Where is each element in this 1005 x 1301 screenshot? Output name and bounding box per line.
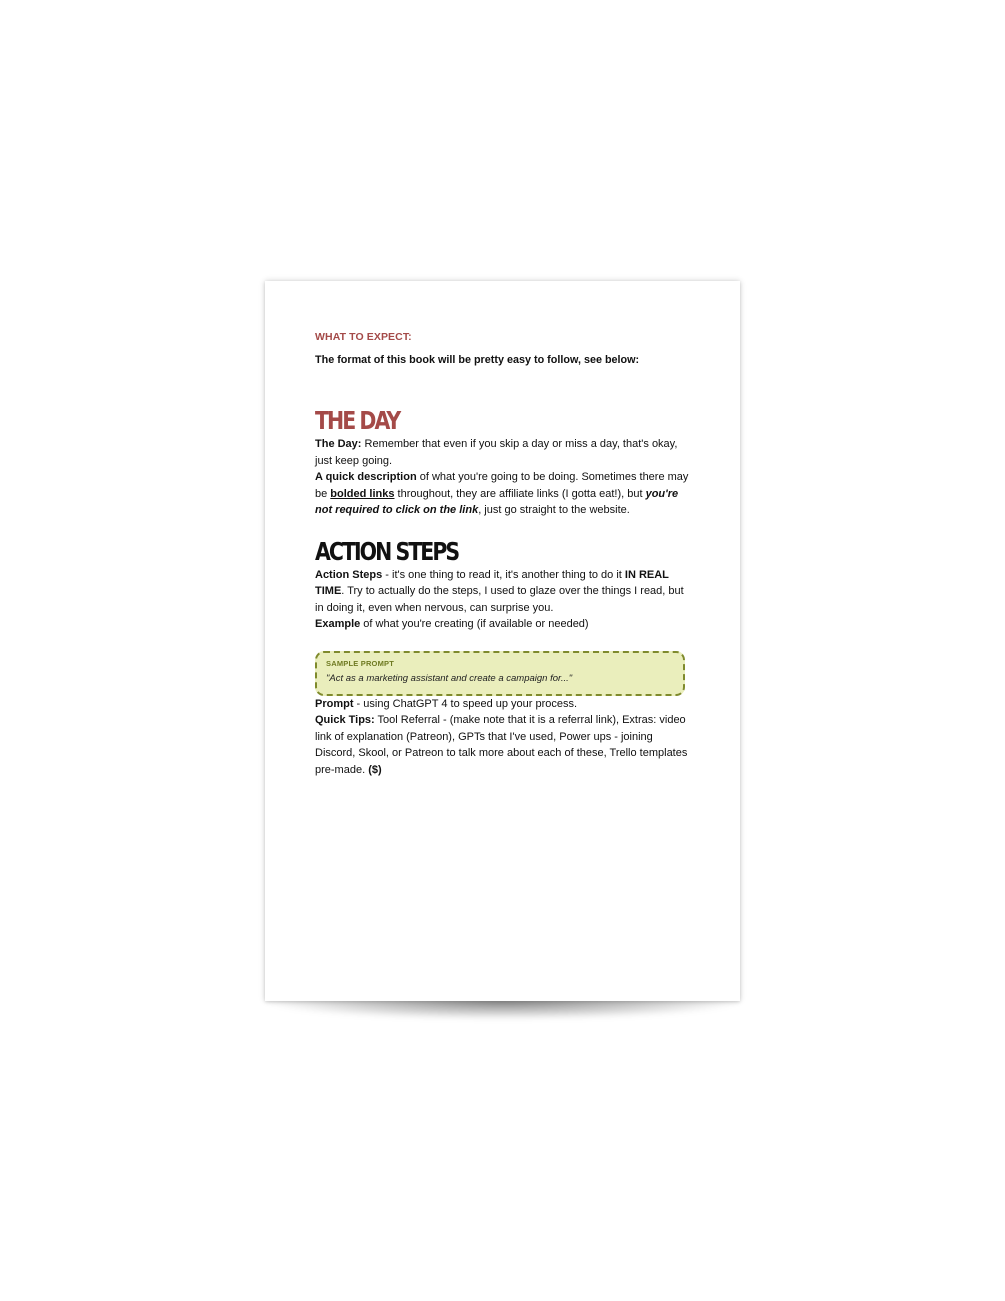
action-steps-paragraph (315, 567, 690, 617)
example-lead: Example (315, 618, 361, 630)
steps-lead: Action Steps (315, 568, 383, 581)
description-text-3: , just go straight to the website. (478, 504, 630, 516)
description-text-1: of what you're going to be doing. Sometimes there may be (315, 471, 689, 500)
tips-text: Tool Referral - (make note that it is a referral link), Extras: video link of explanation (Patreon), GPTs that I've used, Power ups - joining Discord, Skool, or Patreon to talk more about each of these, Trello templates pre-made. (315, 714, 688, 776)
tips-end: ($) (368, 763, 382, 776)
description-text-2: throughout, they are affiliate links (I gotta eat!), but (394, 487, 646, 500)
day-paragraph (315, 436, 690, 469)
sample-prompt-label: SAMPLE PROMPT (326, 658, 395, 668)
tips-lead: Quick Tips: (315, 714, 375, 726)
section-label: WHAT TO EXPECT: (315, 331, 412, 343)
document-page (265, 281, 740, 1001)
description-lead: A quick description (315, 471, 417, 483)
prompt-paragraph (315, 696, 690, 713)
sample-prompt-text: "Act as a marketing assistant and create a campaign for..." (326, 672, 573, 684)
description-paragraph (315, 469, 690, 519)
heading-action-steps: ACTION STEPS (315, 536, 459, 566)
steps-text-2: . Try to actually do the steps, I used to glaze over the things I read, but in doing it, even when nervous, can surprise you. (315, 585, 684, 614)
sample-prompt-box (315, 651, 685, 696)
steps-text-1: - it's one thing to read it, it's another thing to do it (382, 568, 625, 581)
day-lead: The Day: (315, 438, 362, 450)
prompt-text: - using ChatGPT 4 to speed up your process. (353, 697, 578, 710)
example-text: of what you're creating (if available or needed) (360, 618, 589, 630)
page-content (315, 329, 690, 778)
example-paragraph (315, 616, 690, 633)
heading-the-day: THE DAY (315, 406, 400, 435)
quick-tips-paragraph (315, 712, 690, 778)
steps-emphasis: IN REAL TIME (315, 568, 669, 597)
prompt-lead: Prompt (315, 697, 354, 710)
intro-text: The format of this book will be pretty easy to follow, see below: (315, 353, 640, 366)
bolded-links-link[interactable]: bolded links (330, 487, 395, 500)
day-text: Remember that even if you skip a day or miss a day, that's okay, just keep going. (315, 438, 678, 467)
description-emphasis: you're not required to click on the link (315, 487, 679, 516)
